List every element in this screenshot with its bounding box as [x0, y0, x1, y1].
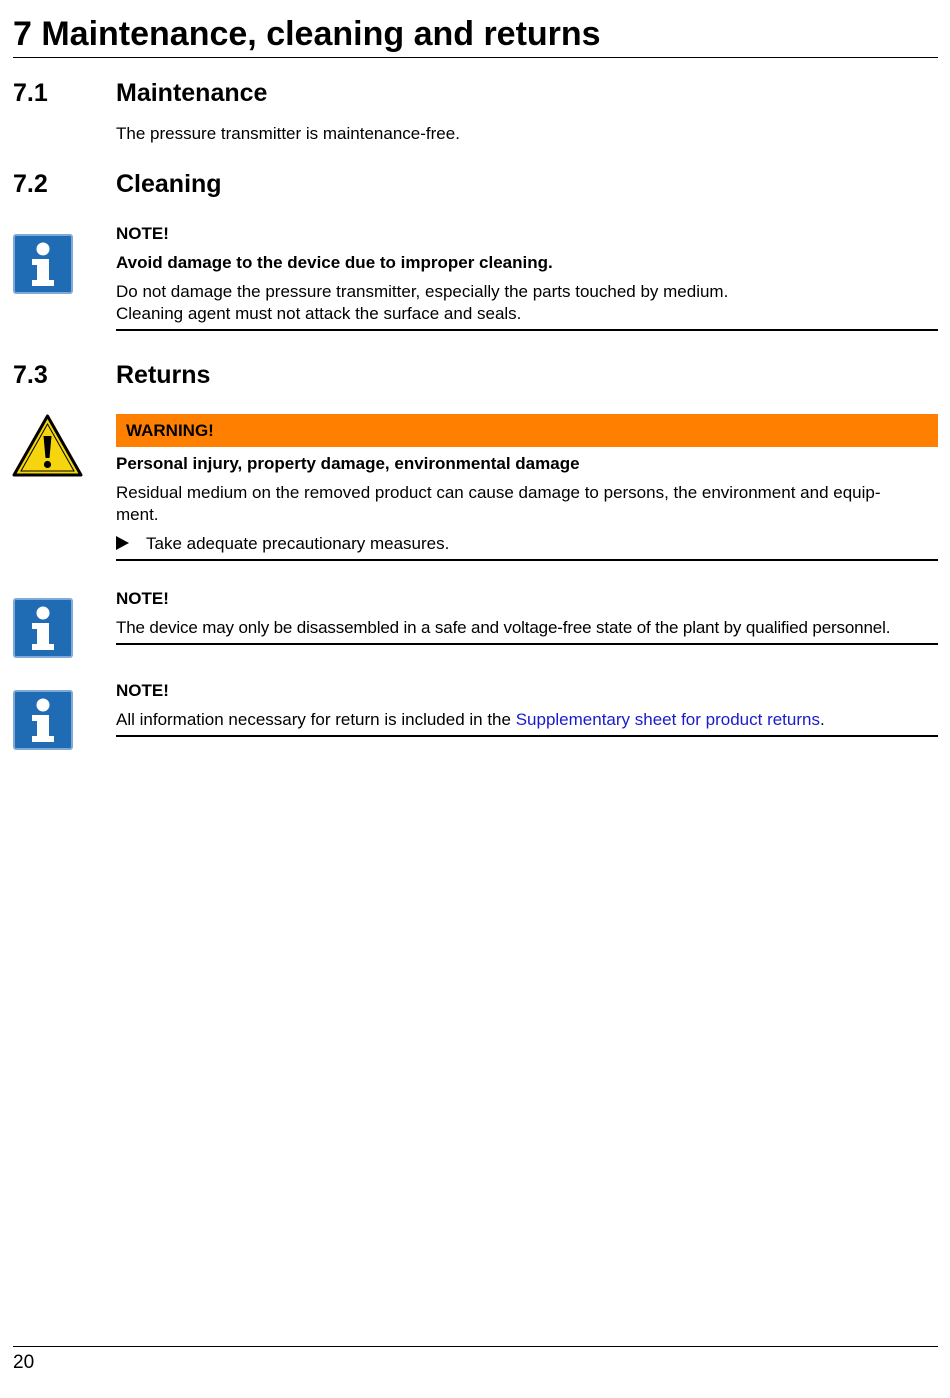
cleaning-note-divider — [116, 329, 938, 331]
warning-label: WARNING! — [126, 421, 214, 440]
supplementary-sheet-link[interactable]: Supplementary sheet for product returns — [515, 710, 820, 729]
returns-note-text-end: . — [819, 710, 825, 729]
chapter-title: 7 Maintenance, cleaning and returns — [13, 15, 601, 53]
warning-action-text: Take adequate precautionary measures. — [146, 534, 450, 553]
section-number-maintenance: 7.1 — [13, 79, 48, 107]
disassembly-note-text: The device may only be disassembled in a safe and voltage-free state of the plant by qualified personnel. — [116, 618, 891, 637]
warning-action-item — [116, 533, 938, 555]
cleaning-note-line-2: Cleaning agent must not attack the surface and seals. — [116, 304, 522, 323]
page-number: 20 — [13, 1352, 35, 1373]
section-number-cleaning: 7.2 — [13, 170, 48, 198]
disassembly-note-divider — [116, 643, 938, 645]
section-title-returns: Returns — [116, 361, 211, 389]
section-title-maintenance: Maintenance — [116, 79, 268, 107]
returns-note-text-start: All information necessary for return is included in the — [116, 710, 516, 729]
footer-divider — [13, 1346, 938, 1347]
cleaning-note-line-1: Do not damage the pressure transmitter, especially the parts touched by medium. — [116, 282, 729, 301]
warning-text-line-2: ment. — [116, 505, 159, 524]
warning-text-line-1: Residual medium on the removed product can cause damage to persons, the environment and equip- — [116, 483, 881, 502]
returns-note-divider — [116, 735, 938, 737]
warning-heading: Personal injury, property damage, environmental damage — [116, 454, 580, 473]
section-title-cleaning: Cleaning — [116, 170, 222, 198]
returns-note-label: NOTE! — [116, 681, 169, 700]
disassembly-note-label: NOTE! — [116, 589, 169, 608]
warning-triangle-icon — [12, 414, 83, 477]
info-icon — [13, 234, 73, 294]
section-number-returns: 7.3 — [13, 361, 48, 389]
warning-banner — [116, 414, 938, 447]
chapter-divider — [13, 57, 938, 58]
cleaning-note-heading: Avoid damage to the device due to improper cleaning. — [116, 253, 553, 272]
info-icon — [13, 598, 73, 658]
triangle-bullet-icon — [116, 536, 129, 550]
maintenance-text: The pressure transmitter is maintenance-free. — [116, 124, 460, 143]
info-icon — [13, 690, 73, 750]
cleaning-note-label: NOTE! — [116, 224, 169, 243]
warning-divider — [116, 559, 938, 561]
returns-note-text — [116, 709, 938, 731]
